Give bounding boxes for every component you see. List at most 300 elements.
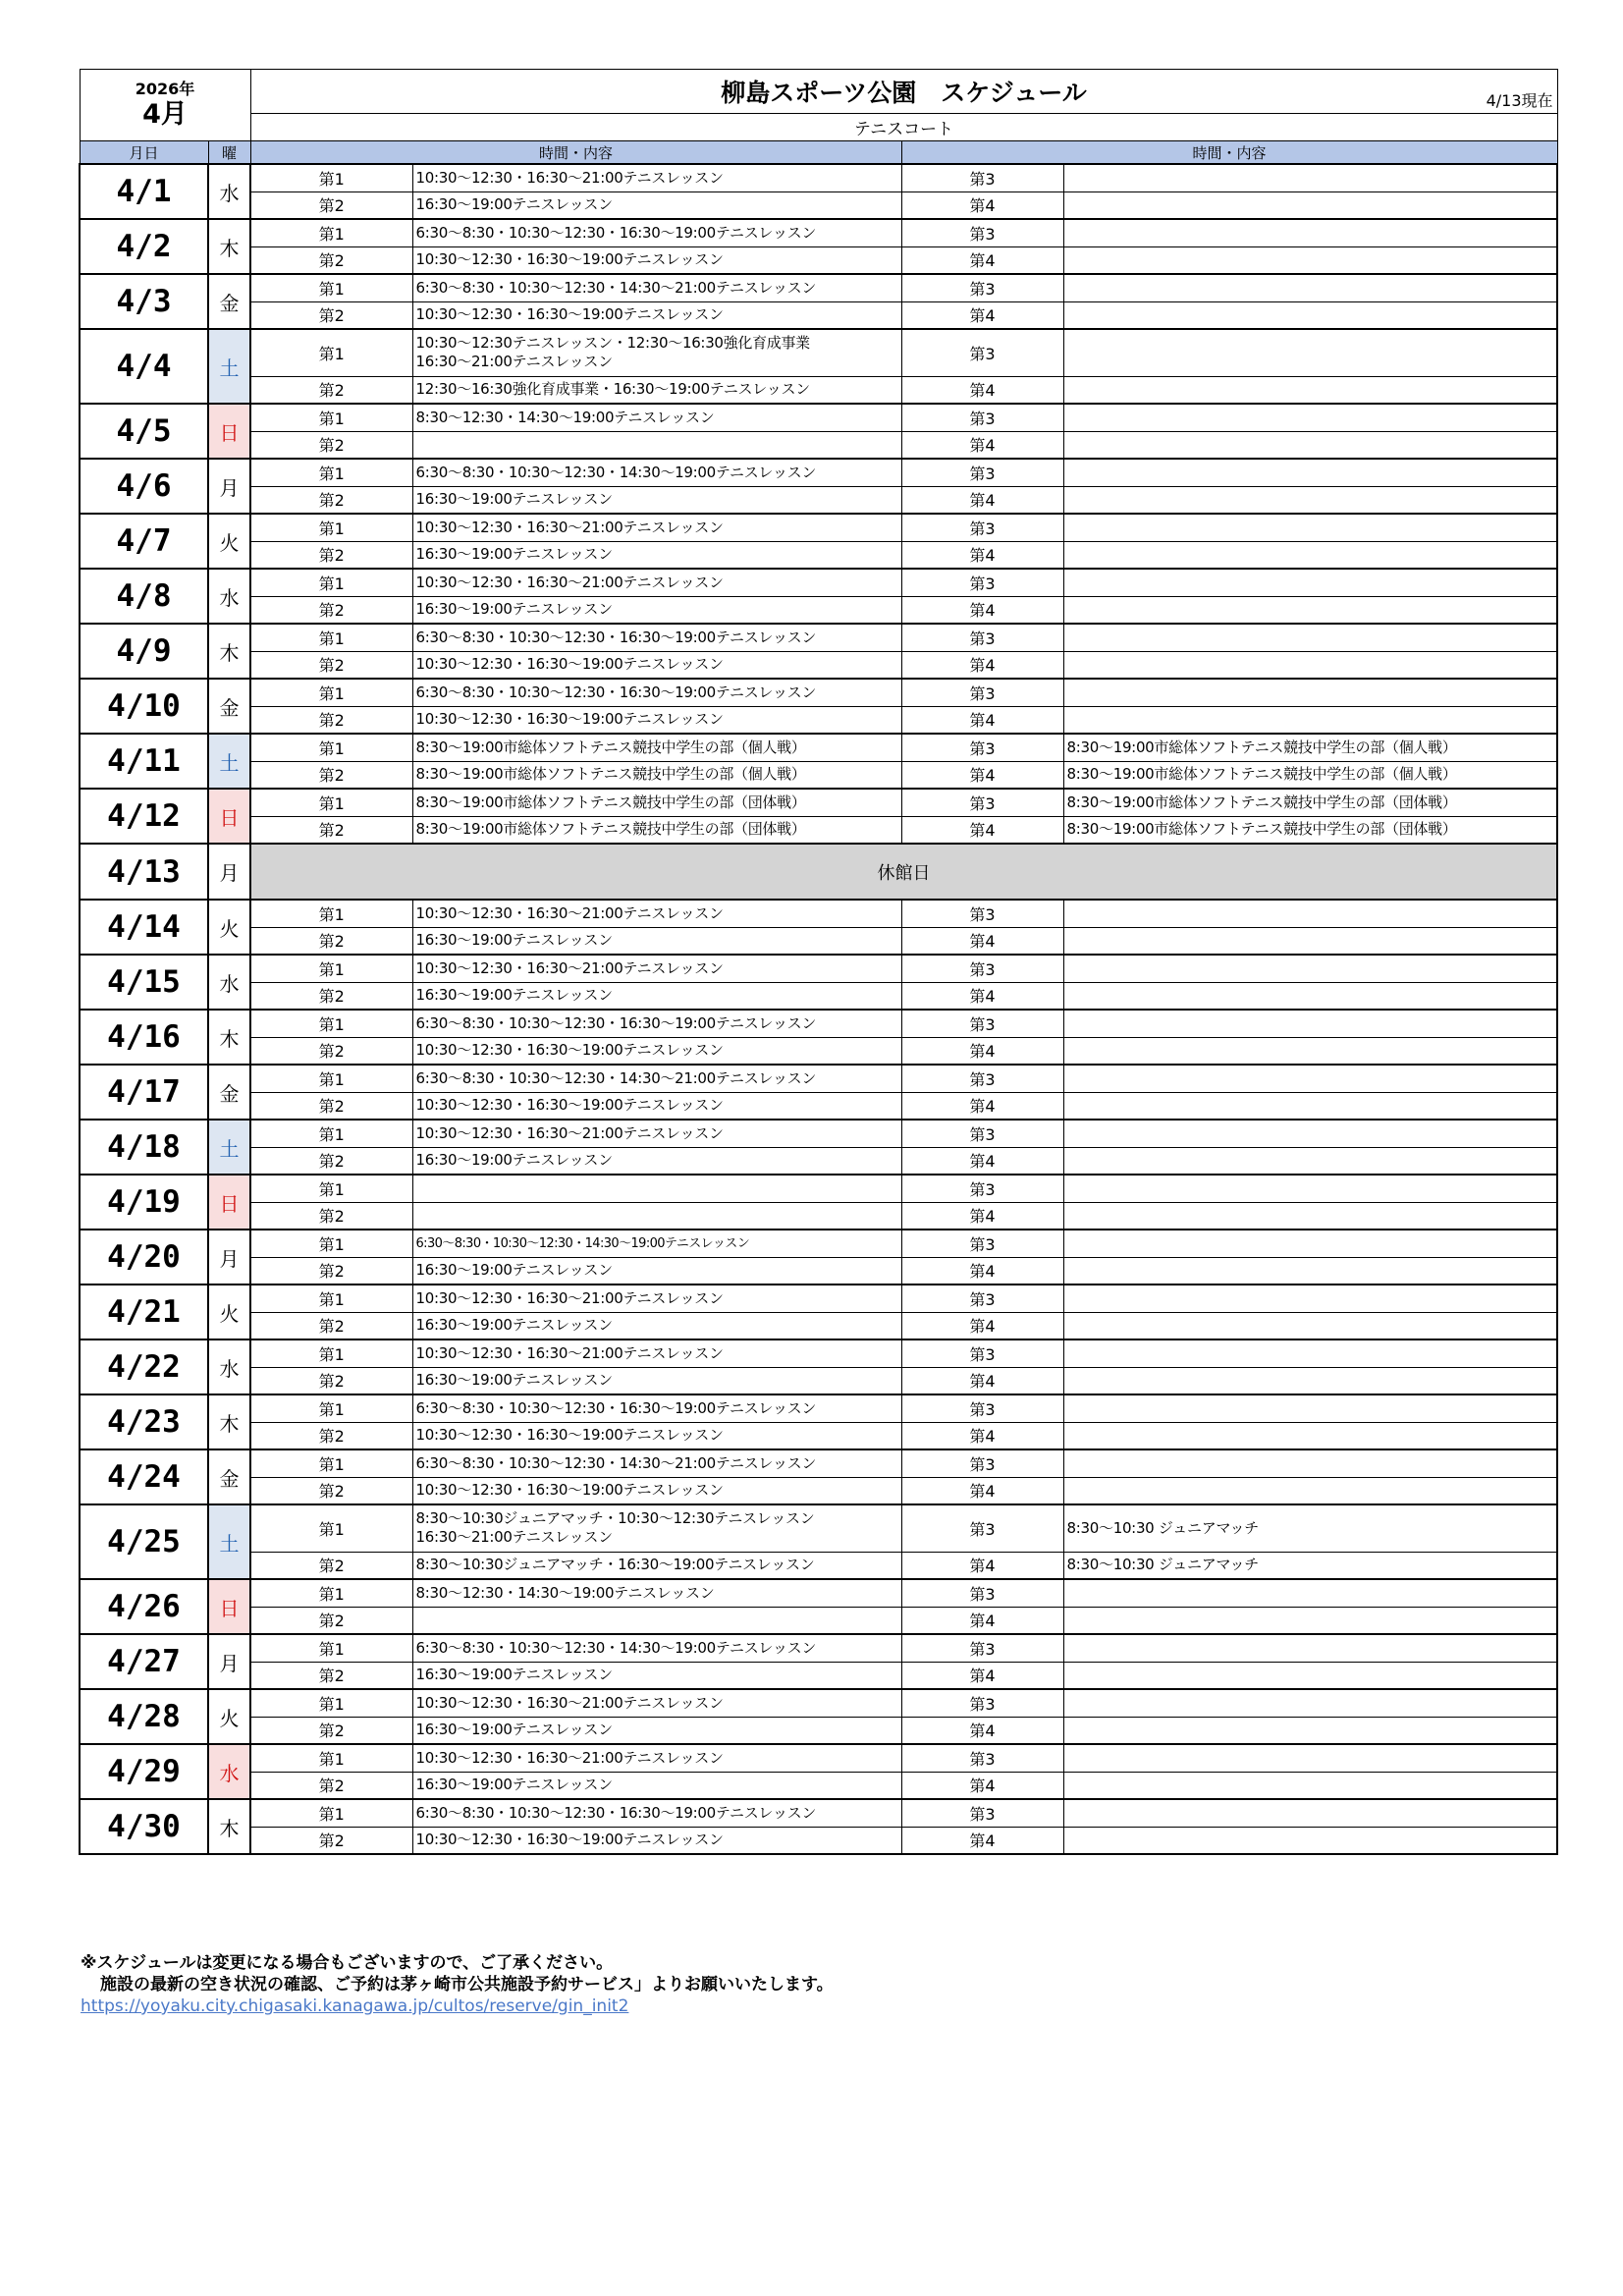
day-date: 4/29 xyxy=(80,1744,208,1799)
court-label: 第4 xyxy=(901,1422,1063,1449)
day-date: 4/1 xyxy=(80,164,208,219)
schedule-line: 8:30～10:30 ジュニアマッチ xyxy=(1066,1556,1259,1574)
court-label: 第2 xyxy=(250,1552,412,1579)
schedule-row xyxy=(80,1147,1557,1175)
court-label: 第3 xyxy=(901,900,1063,927)
schedule-content xyxy=(412,459,901,486)
court-label: 第2 xyxy=(250,1477,412,1504)
day-date: 4/3 xyxy=(80,274,208,329)
court-label: 第2 xyxy=(250,982,412,1010)
schedule-line: 16:30～19:00テニスレッスン xyxy=(415,1721,613,1739)
schedule-content xyxy=(412,274,901,301)
schedule-line: 10:30～12:30・16:30～19:00テニスレッスン xyxy=(415,250,724,269)
day-date: 4/11 xyxy=(80,734,208,789)
schedule-line: 16:30～19:00テニスレッスン xyxy=(415,1776,613,1794)
court-label: 第1 xyxy=(250,219,412,246)
court-label: 第4 xyxy=(901,1147,1063,1175)
schedule-content xyxy=(1063,927,1557,955)
schedule-content xyxy=(1063,1285,1557,1312)
schedule-content xyxy=(412,734,901,761)
schedule-line: 6:30～8:30・10:30～12:30・16:30～19:00テニスレッスン xyxy=(415,1398,817,1417)
day-of-week: 月 xyxy=(208,844,250,900)
facility-name: テニスコート xyxy=(250,114,1557,141)
court-label: 第2 xyxy=(250,1092,412,1120)
court-label: 第4 xyxy=(901,1827,1063,1854)
schedule-content xyxy=(1063,1312,1557,1339)
day-date: 4/30 xyxy=(80,1799,208,1854)
schedule-content xyxy=(412,1579,901,1607)
schedule-line: 16:30～19:00テニスレッスン xyxy=(415,1151,613,1170)
schedule-content xyxy=(412,1477,901,1504)
schedule-row xyxy=(80,1120,1557,1147)
title-cell xyxy=(250,70,1557,114)
schedule-line: 10:30～12:30・16:30～21:00テニスレッスン xyxy=(415,1123,724,1142)
schedule-content xyxy=(1063,1504,1557,1552)
schedule-content xyxy=(412,1504,901,1552)
schedule-content xyxy=(1063,1202,1557,1230)
closed-day-row xyxy=(80,844,1557,900)
schedule-row xyxy=(80,734,1557,761)
schedule-content xyxy=(1063,459,1557,486)
day-date: 4/13 xyxy=(80,844,208,900)
court-label: 第4 xyxy=(901,761,1063,789)
schedule-content xyxy=(1063,734,1557,761)
court-label: 第3 xyxy=(901,1449,1063,1477)
day-date: 4/20 xyxy=(80,1230,208,1285)
court-label: 第3 xyxy=(901,1799,1063,1827)
court-label: 第3 xyxy=(901,274,1063,301)
schedule-line: 8:30～19:00市総体ソフトテニス競技中学生の部（個人戦） xyxy=(415,738,806,756)
court-label: 第1 xyxy=(250,1579,412,1607)
court-label: 第3 xyxy=(901,1634,1063,1662)
court-label: 第2 xyxy=(250,486,412,514)
day-date: 4/6 xyxy=(80,459,208,514)
court-label: 第1 xyxy=(250,1799,412,1827)
schedule-line: 8:30～19:00市総体ソフトテニス競技中学生の部（団体戦） xyxy=(1066,820,1457,839)
schedule-line: 16:30～19:00テニスレッスン xyxy=(415,545,613,564)
as-of-date: 4/13現在 xyxy=(1486,91,1553,110)
schedule-line: 10:30～12:30・16:30～21:00テニスレッスン xyxy=(415,903,724,922)
schedule-content xyxy=(1063,1257,1557,1285)
schedule-row xyxy=(80,1607,1557,1634)
schedule-content xyxy=(412,1552,901,1579)
schedule-content xyxy=(412,1422,901,1449)
court-label: 第3 xyxy=(901,789,1063,816)
schedule-content xyxy=(412,1689,901,1717)
court-label: 第3 xyxy=(901,1285,1063,1312)
day-date: 4/14 xyxy=(80,900,208,955)
schedule-line: 6:30～8:30・10:30～12:30・16:30～19:00テニスレッスン xyxy=(415,1803,817,1822)
day-of-week: 火 xyxy=(208,1285,250,1339)
schedule-line: 6:30～8:30・10:30～12:30・14:30～21:00テニスレッスン xyxy=(415,1453,817,1472)
schedule-content xyxy=(412,900,901,927)
schedule-content xyxy=(1063,246,1557,274)
court-label: 第4 xyxy=(901,1477,1063,1504)
court-label: 第1 xyxy=(250,514,412,541)
schedule-content xyxy=(412,1662,901,1689)
schedule-content xyxy=(1063,164,1557,191)
court-label: 第3 xyxy=(901,1579,1063,1607)
schedule-row xyxy=(80,219,1557,246)
day-of-week: 水 xyxy=(208,164,250,219)
day-of-week: 月 xyxy=(208,1634,250,1689)
day-date: 4/7 xyxy=(80,514,208,569)
schedule-content xyxy=(412,329,901,376)
schedule-line: 8:30～19:00市総体ソフトテニス競技中学生の部（団体戦） xyxy=(415,820,806,839)
court-label: 第1 xyxy=(250,900,412,927)
schedule-line: 10:30～12:30・16:30～19:00テニスレッスン xyxy=(415,1831,724,1849)
schedule-row xyxy=(80,191,1557,219)
day-date: 4/10 xyxy=(80,679,208,734)
schedule-row xyxy=(80,514,1557,541)
day-of-week: 日 xyxy=(208,404,250,459)
schedule-row xyxy=(80,1312,1557,1339)
year-month-cell xyxy=(80,70,250,141)
schedule-content xyxy=(1063,1422,1557,1449)
schedule-content xyxy=(1063,404,1557,431)
schedule-line: 16:30～19:00テニスレッスン xyxy=(415,1371,613,1390)
schedule-content xyxy=(412,1147,901,1175)
court-label: 第1 xyxy=(250,789,412,816)
schedule-content xyxy=(412,1010,901,1037)
court-label: 第3 xyxy=(901,1010,1063,1037)
schedule-line: 10:30～12:30・16:30～19:00テニスレッスン xyxy=(415,710,724,729)
schedule-content xyxy=(1063,1772,1557,1799)
schedule-row xyxy=(80,900,1557,927)
court-label: 第4 xyxy=(901,486,1063,514)
schedule-line: 16:30～19:00テニスレッスン xyxy=(415,931,613,950)
schedule-content xyxy=(1063,1477,1557,1504)
schedule-content xyxy=(412,651,901,679)
schedule-row xyxy=(80,816,1557,844)
schedule-row xyxy=(80,1689,1557,1717)
court-label: 第4 xyxy=(901,706,1063,734)
col-header-date: 月日 xyxy=(80,141,208,165)
schedule-row xyxy=(80,1504,1557,1552)
schedule-content xyxy=(1063,706,1557,734)
schedule-line: 16:30～19:00テニスレッスン xyxy=(415,195,613,214)
schedule-content xyxy=(1063,514,1557,541)
schedule-row xyxy=(80,927,1557,955)
court-label: 第4 xyxy=(901,431,1063,459)
day-of-week: 水 xyxy=(208,1339,250,1394)
day-of-week: 木 xyxy=(208,1010,250,1065)
header-table xyxy=(79,69,1558,1855)
schedule-content xyxy=(412,1285,901,1312)
schedule-content xyxy=(1063,1799,1557,1827)
court-label: 第1 xyxy=(250,1744,412,1772)
court-label: 第3 xyxy=(901,164,1063,191)
schedule-row xyxy=(80,624,1557,651)
schedule-content xyxy=(1063,329,1557,376)
schedule-line: 8:30～19:00市総体ソフトテニス競技中学生の部（個人戦） xyxy=(415,765,806,784)
court-label: 第3 xyxy=(901,404,1063,431)
court-label: 第3 xyxy=(901,1744,1063,1772)
schedule-content xyxy=(1063,1147,1557,1175)
schedule-line: 16:30～19:00テニスレッスン xyxy=(415,490,613,509)
schedule-content xyxy=(412,246,901,274)
schedule-content xyxy=(1063,301,1557,329)
schedule-content xyxy=(1063,1230,1557,1257)
day-of-week: 木 xyxy=(208,624,250,679)
schedule-content xyxy=(412,1449,901,1477)
day-of-week: 水 xyxy=(208,955,250,1010)
schedule-content xyxy=(1063,1394,1557,1422)
schedule-line: 8:30～12:30・14:30～19:00テニスレッスン xyxy=(415,1583,715,1602)
schedule-content xyxy=(1063,569,1557,596)
court-label: 第3 xyxy=(901,459,1063,486)
day-of-week: 土 xyxy=(208,734,250,789)
court-label: 第1 xyxy=(250,329,412,376)
schedule-line: 8:30～10:30ジュニアマッチ・16:30～19:00テニスレッスン xyxy=(415,1556,815,1574)
court-label: 第2 xyxy=(250,1827,412,1854)
schedule-content xyxy=(412,1230,901,1257)
court-label: 第1 xyxy=(250,1689,412,1717)
court-label: 第1 xyxy=(250,459,412,486)
year-label: 2026年 xyxy=(135,80,195,99)
schedule-row xyxy=(80,1175,1557,1202)
court-label: 第4 xyxy=(901,1607,1063,1634)
court-label: 第4 xyxy=(901,982,1063,1010)
schedule-line: 10:30～12:30・16:30～19:00テニスレッスン xyxy=(415,305,724,324)
court-label: 第2 xyxy=(250,1367,412,1394)
schedule-line: 16:30～19:00テニスレッスン xyxy=(415,986,613,1005)
col-header-dow: 曜 xyxy=(208,141,250,165)
schedule-content xyxy=(412,164,901,191)
schedule-line: 10:30～12:30・16:30～19:00テニスレッスン xyxy=(415,655,724,674)
schedule-content xyxy=(1063,431,1557,459)
schedule-content xyxy=(412,301,901,329)
schedule-row xyxy=(80,486,1557,514)
schedule-row xyxy=(80,404,1557,431)
court-label: 第1 xyxy=(250,164,412,191)
court-label: 第1 xyxy=(250,624,412,651)
schedule-row xyxy=(80,982,1557,1010)
court-label: 第2 xyxy=(250,1037,412,1065)
day-of-week: 日 xyxy=(208,789,250,844)
day-of-week: 金 xyxy=(208,679,250,734)
day-of-week: 火 xyxy=(208,1689,250,1744)
schedule-content xyxy=(1063,651,1557,679)
court-label: 第2 xyxy=(250,1662,412,1689)
schedule-row xyxy=(80,541,1557,569)
day-of-week: 土 xyxy=(208,1120,250,1175)
day-date: 4/22 xyxy=(80,1339,208,1394)
court-label: 第2 xyxy=(250,301,412,329)
schedule-content xyxy=(1063,541,1557,569)
schedule-content xyxy=(1063,191,1557,219)
day-of-week: 水 xyxy=(208,1744,250,1799)
court-label: 第1 xyxy=(250,1065,412,1092)
day-date: 4/12 xyxy=(80,789,208,844)
col-header-content-left: 時間・内容 xyxy=(250,141,901,165)
court-label: 第4 xyxy=(901,301,1063,329)
schedule-line: 10:30～12:30・16:30～21:00テニスレッスン xyxy=(415,958,724,977)
schedule-content xyxy=(412,679,901,706)
schedule-content xyxy=(1063,1689,1557,1717)
court-label: 第3 xyxy=(901,955,1063,982)
schedule-content xyxy=(412,1634,901,1662)
court-label: 第3 xyxy=(901,1065,1063,1092)
schedule-line: 10:30～12:30・16:30～21:00テニスレッスン xyxy=(415,1343,724,1362)
court-label: 第4 xyxy=(901,1662,1063,1689)
day-date: 4/15 xyxy=(80,955,208,1010)
court-label: 第2 xyxy=(250,1147,412,1175)
schedule-row xyxy=(80,1092,1557,1120)
day-of-week: 火 xyxy=(208,514,250,569)
court-label: 第4 xyxy=(901,816,1063,844)
schedule-content xyxy=(412,431,901,459)
schedule-content xyxy=(1063,596,1557,624)
schedule-content xyxy=(412,569,901,596)
schedule-content xyxy=(1063,1010,1557,1037)
day-date: 4/16 xyxy=(80,1010,208,1065)
schedule-row xyxy=(80,1827,1557,1854)
schedule-line: 8:30～19:00市総体ソフトテニス競技中学生の部（個人戦） xyxy=(1066,738,1457,756)
day-date: 4/26 xyxy=(80,1579,208,1634)
schedule-content xyxy=(412,1339,901,1367)
schedule-row xyxy=(80,1662,1557,1689)
court-label: 第4 xyxy=(901,1312,1063,1339)
schedule-row xyxy=(80,1285,1557,1312)
schedule-row xyxy=(80,679,1557,706)
schedule-row xyxy=(80,955,1557,982)
schedule-row xyxy=(80,651,1557,679)
schedule-line: 6:30～8:30・10:30～12:30・14:30～19:00テニスレッスン xyxy=(415,1235,750,1251)
schedule-row xyxy=(80,459,1557,486)
schedule-line: 10:30～12:30・16:30～21:00テニスレッスン xyxy=(415,168,724,187)
schedule-content xyxy=(412,376,901,404)
court-label: 第2 xyxy=(250,376,412,404)
schedule-content xyxy=(412,514,901,541)
court-label: 第3 xyxy=(901,679,1063,706)
schedule-content xyxy=(412,1257,901,1285)
schedule-content xyxy=(412,1394,901,1422)
schedule-row xyxy=(80,1202,1557,1230)
court-label: 第2 xyxy=(250,1202,412,1230)
court-label: 第4 xyxy=(901,191,1063,219)
schedule-content xyxy=(412,486,901,514)
schedule-line: 16:30～19:00テニスレッスン xyxy=(415,600,613,619)
court-label: 第4 xyxy=(901,927,1063,955)
court-label: 第3 xyxy=(901,1394,1063,1422)
schedule-line: 16:30～21:00テニスレッスン xyxy=(415,1528,613,1547)
schedule-content xyxy=(1063,761,1557,789)
day-date: 4/5 xyxy=(80,404,208,459)
schedule-content xyxy=(1063,1607,1557,1634)
court-label: 第4 xyxy=(901,1202,1063,1230)
schedule-row xyxy=(80,431,1557,459)
court-label: 第1 xyxy=(250,1120,412,1147)
day-date: 4/19 xyxy=(80,1175,208,1230)
court-label: 第4 xyxy=(901,1367,1063,1394)
day-date: 4/8 xyxy=(80,569,208,624)
schedule-content xyxy=(1063,1037,1557,1065)
day-date: 4/18 xyxy=(80,1120,208,1175)
schedule-line: 16:30～19:00テニスレッスン xyxy=(415,1666,613,1684)
day-of-week: 木 xyxy=(208,1799,250,1854)
court-label: 第2 xyxy=(250,541,412,569)
court-label: 第2 xyxy=(250,651,412,679)
schedule-row xyxy=(80,1717,1557,1744)
day-of-week: 水 xyxy=(208,569,250,624)
closed-label: 休館日 xyxy=(250,844,1557,900)
day-date: 4/23 xyxy=(80,1394,208,1449)
schedule-content xyxy=(1063,1449,1557,1477)
court-label: 第4 xyxy=(901,1772,1063,1799)
schedule-line: 10:30～12:30・16:30～19:00テニスレッスン xyxy=(415,1426,724,1445)
court-label: 第3 xyxy=(901,1175,1063,1202)
day-date: 4/24 xyxy=(80,1449,208,1504)
schedule-line: 10:30～12:30・16:30～19:00テニスレッスン xyxy=(415,1096,724,1115)
day-date: 4/25 xyxy=(80,1504,208,1579)
schedule-content xyxy=(412,541,901,569)
schedule-content xyxy=(1063,1744,1557,1772)
day-date: 4/2 xyxy=(80,219,208,274)
schedule-content xyxy=(1063,219,1557,246)
schedule-content xyxy=(412,624,901,651)
reservation-link[interactable]: https://yoyaku.city.chigasaki.kanagawa.jp/cultos/reserve/gin_init2 xyxy=(81,1996,629,2016)
schedule-content xyxy=(412,1120,901,1147)
schedule-row xyxy=(80,164,1557,191)
schedule-row xyxy=(80,1394,1557,1422)
schedule-line: 6:30～8:30・10:30～12:30・16:30～19:00テニスレッスン xyxy=(415,628,817,646)
schedule-content xyxy=(412,1175,901,1202)
day-date: 4/9 xyxy=(80,624,208,679)
schedule-content xyxy=(412,927,901,955)
schedule-content xyxy=(412,404,901,431)
schedule-content xyxy=(1063,1827,1557,1854)
schedule-line: 10:30～12:30・16:30～21:00テニスレッスン xyxy=(415,1748,724,1767)
schedule-line: 6:30～8:30・10:30～12:30・16:30～19:00テニスレッスン xyxy=(415,683,817,701)
notes xyxy=(81,1952,834,2017)
schedule-row xyxy=(80,1477,1557,1504)
court-label: 第1 xyxy=(250,1285,412,1312)
court-label: 第2 xyxy=(250,1717,412,1744)
schedule-content xyxy=(412,191,901,219)
schedule-row xyxy=(80,274,1557,301)
schedule-row xyxy=(80,1634,1557,1662)
schedule-line: 10:30～12:30・16:30～19:00テニスレッスン xyxy=(415,1041,724,1060)
schedule-sheet xyxy=(79,69,1556,1855)
schedule-line: 16:30～19:00テニスレッスン xyxy=(415,1316,613,1335)
col-header-content-right: 時間・内容 xyxy=(901,141,1557,165)
schedule-content xyxy=(1063,1662,1557,1689)
schedule-row xyxy=(80,1552,1557,1579)
court-label: 第1 xyxy=(250,1010,412,1037)
schedule-content xyxy=(412,1202,901,1230)
schedule-content xyxy=(412,219,901,246)
day-date: 4/28 xyxy=(80,1689,208,1744)
schedule-row xyxy=(80,1367,1557,1394)
schedule-row xyxy=(80,1799,1557,1827)
page-title: 柳島スポーツ公園 スケジュール xyxy=(721,79,1087,107)
court-label: 第2 xyxy=(250,1607,412,1634)
court-label: 第4 xyxy=(901,596,1063,624)
schedule-line: 6:30～8:30・10:30～12:30・14:30～19:00テニスレッスン xyxy=(415,463,817,481)
court-label: 第2 xyxy=(250,596,412,624)
schedule-line: 10:30～12:30・16:30～21:00テニスレッスン xyxy=(415,573,724,591)
schedule-row xyxy=(80,1339,1557,1367)
court-label: 第2 xyxy=(250,1772,412,1799)
schedule-content xyxy=(1063,1120,1557,1147)
schedule-row xyxy=(80,761,1557,789)
schedule-row xyxy=(80,1744,1557,1772)
note-line-2: 施設の最新の空き状況の確認、ご予約は茅ヶ崎市公共施設予約サービス」よりお願いいたします。 xyxy=(100,1975,834,1995)
day-of-week: 金 xyxy=(208,1449,250,1504)
schedule-line: 8:30～19:00市総体ソフトテニス競技中学生の部（団体戦） xyxy=(1066,793,1457,811)
schedule-content xyxy=(412,789,901,816)
